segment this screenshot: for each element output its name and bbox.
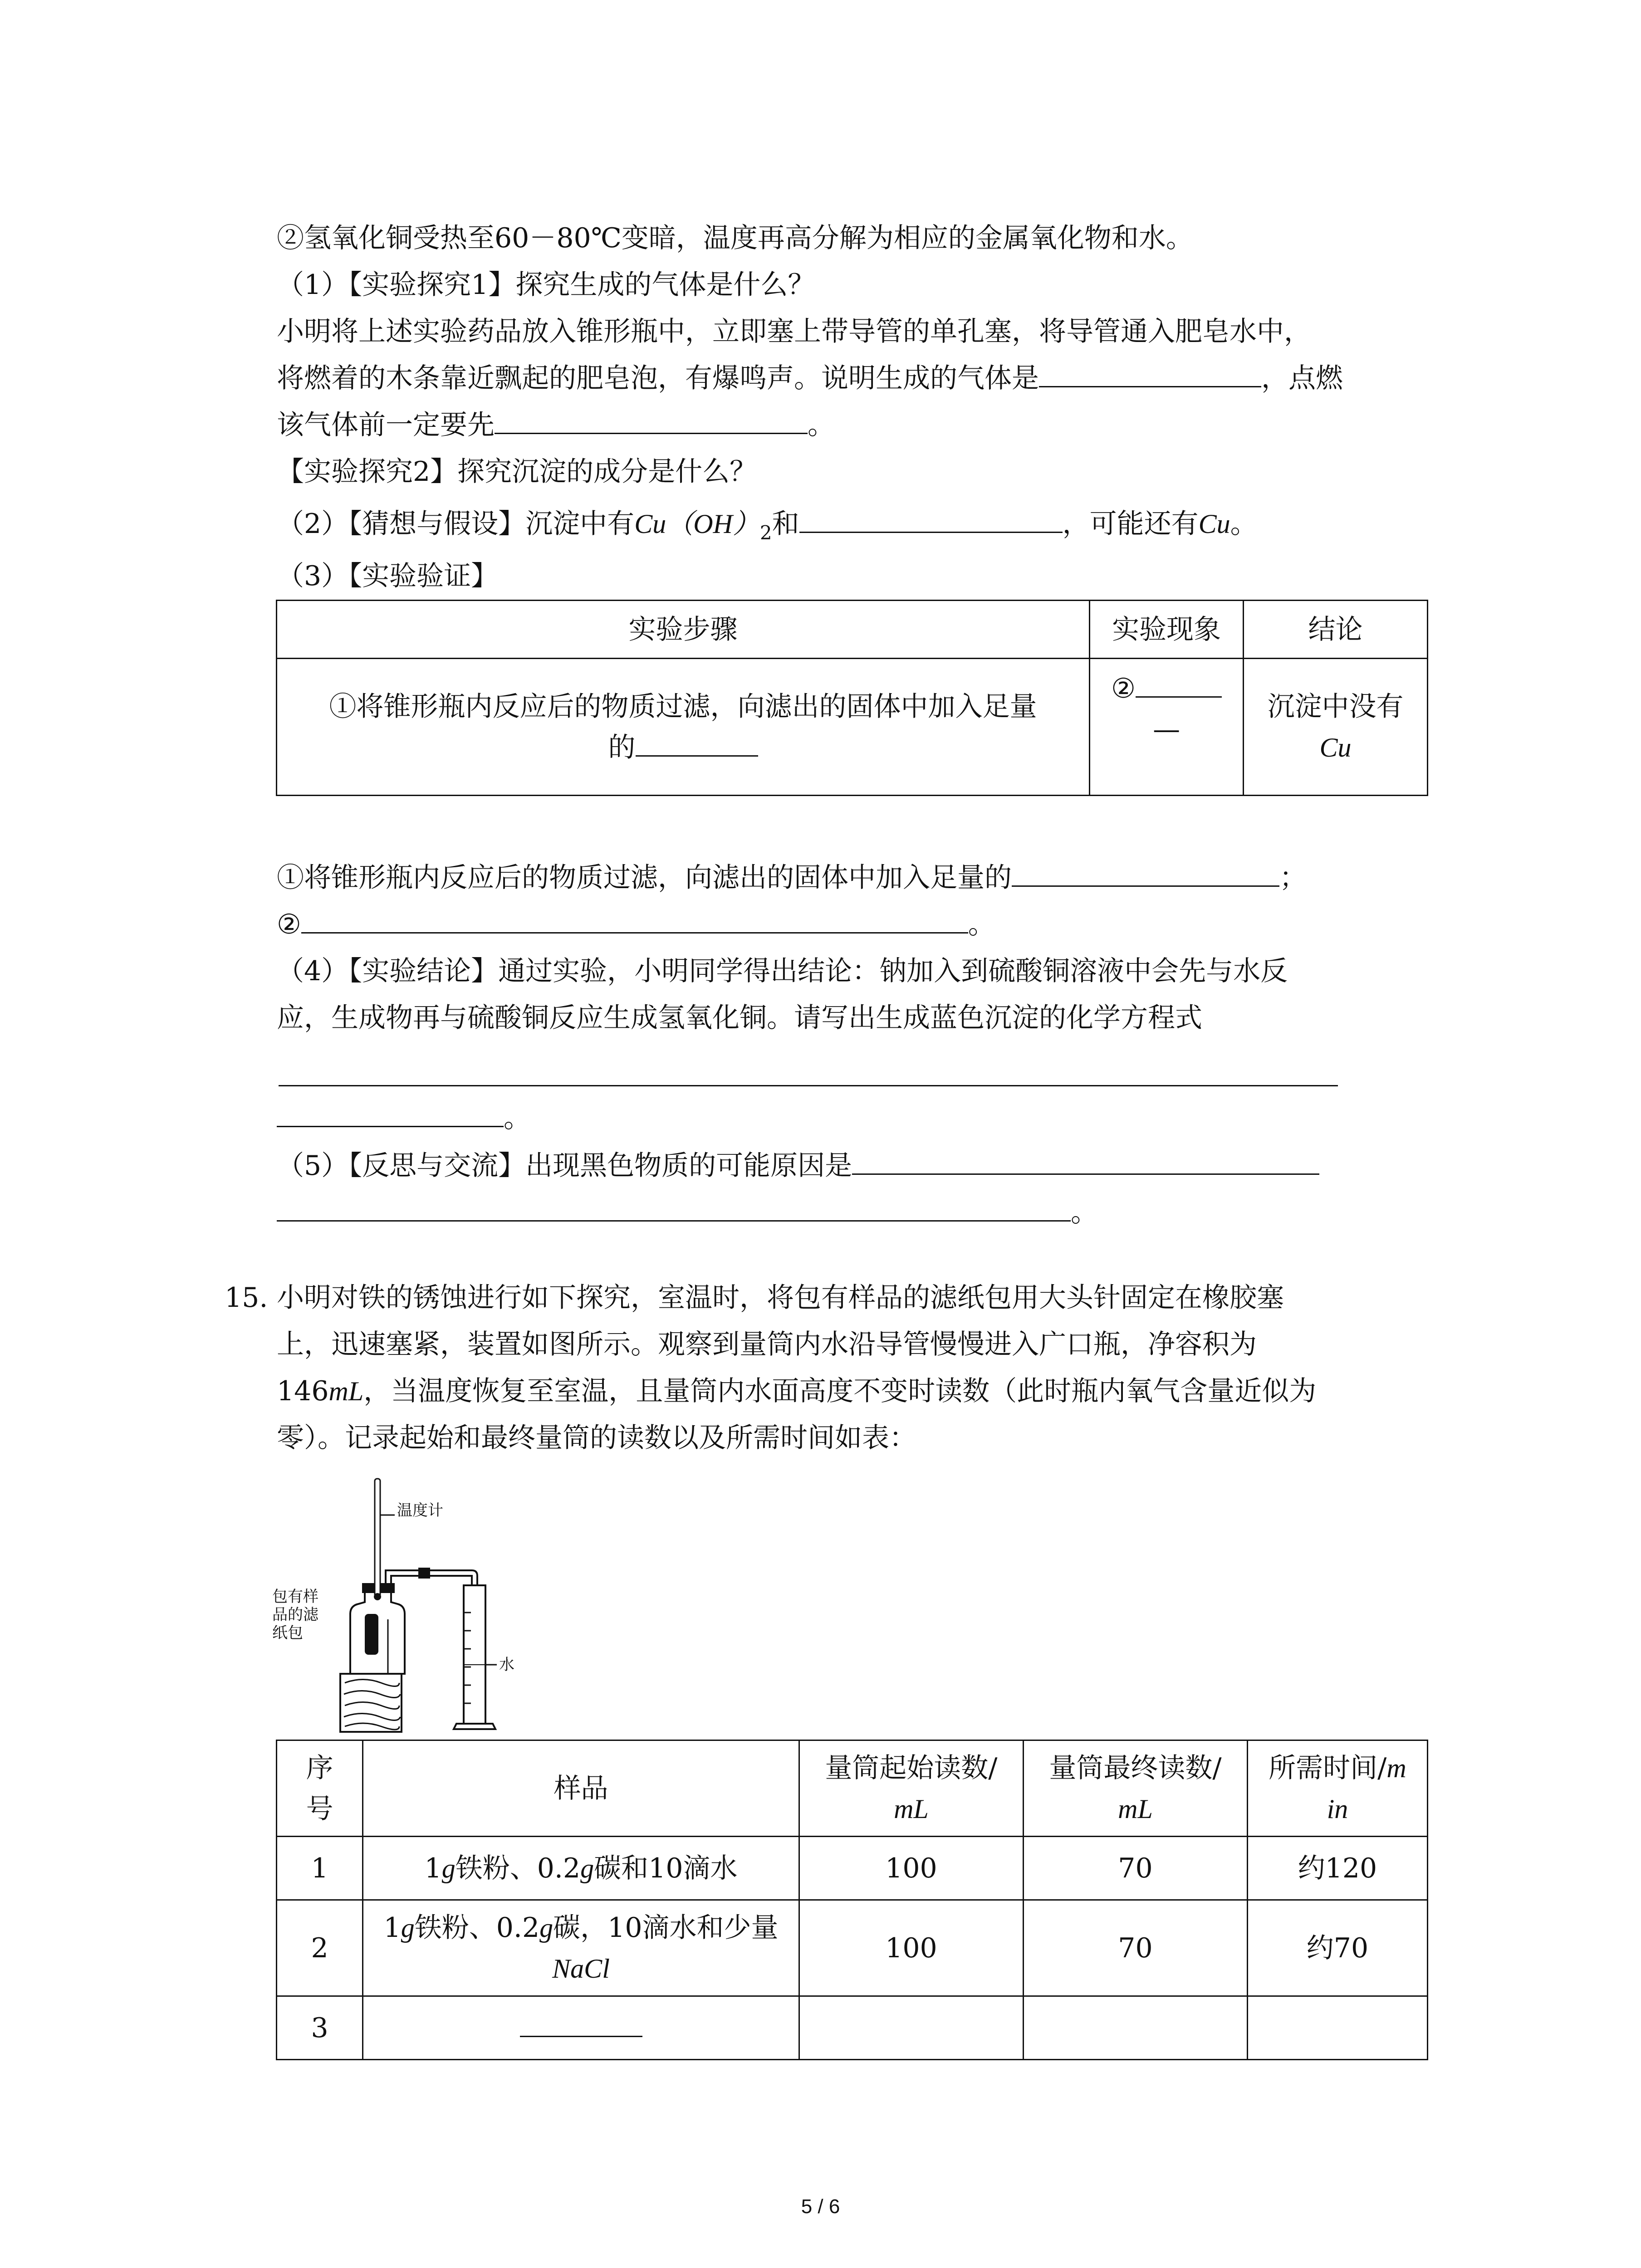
header-seq-line2: 号	[306, 1793, 333, 1825]
q1-line3-end: 。	[808, 409, 835, 441]
bag-label-line1: 包有样	[272, 1588, 318, 1606]
answer-line1-semi: ；	[1279, 862, 1307, 894]
header-final-line1: 量筒最终读数/	[1049, 1752, 1222, 1784]
cell-final-reading: 70	[1024, 1837, 1248, 1900]
header-conclusion: 结论	[1244, 601, 1428, 659]
answer-line2	[277, 904, 995, 945]
cell-seq: 2	[277, 1900, 363, 1996]
q1-line1: 小明将上述实验药品放入锥形瓶中，立即塞上带导管的单孔塞，将导管通入肥皂水中，	[277, 316, 1311, 347]
q5-end: 。	[1071, 1197, 1098, 1228]
q4-end: 。	[504, 1102, 531, 1134]
answer-line1-text: ①将锥形瓶内反应后的物质过滤，向滤出的固体中加入足量的	[277, 862, 1012, 894]
answer-blank-equation-2[interactable]	[277, 1098, 504, 1127]
q15-line3	[277, 1371, 1316, 1412]
q15-line3-text: ，当温度恢复至室温，且量筒内水面高度不变时读数（此时瓶内氧气含量近似为	[363, 1375, 1317, 1407]
q1-line2	[277, 358, 1343, 399]
step-line2	[284, 727, 1083, 768]
header-time-line1	[1254, 1748, 1421, 1789]
phenomenon-line1	[1097, 668, 1236, 709]
header-step: 实验步骤	[277, 601, 1090, 659]
header-time	[1247, 1740, 1427, 1837]
cell-time: 约70	[1247, 1900, 1427, 1996]
table-row	[277, 1996, 1428, 2060]
q2-formula-sub: 2	[759, 522, 772, 544]
header-sample: 样品	[363, 1740, 799, 1837]
cell-start-reading: 100	[799, 1900, 1023, 1996]
apparatus-figure	[272, 1470, 526, 1742]
q4-line3	[277, 1098, 531, 1139]
header-seq-line1: 序	[306, 1752, 333, 1784]
q1-line2-text: 将燃着的木条靠近飘起的肥皂泡，有爆鸣声。说明生成的气体是	[277, 362, 1039, 394]
water-label: 水	[499, 1656, 514, 1674]
table-row	[277, 1900, 1428, 1996]
intro-line: ②氢氧化铜受热至60－80℃变暗，温度再高分解为相应的金属氧化物和水。	[277, 222, 1193, 254]
q4-line1: （4）【实验结论】通过实验，小明同学得出结论：钠加入到硫酸铜溶液中会先与水反	[277, 955, 1288, 987]
cell-time: 约120	[1247, 1837, 1427, 1900]
cell-seq: 1	[277, 1837, 363, 1900]
conclusion-line1: 沉淀中没有	[1267, 690, 1404, 723]
header-phenomenon: 实验现象	[1090, 601, 1244, 659]
header-start-line1: 量筒起始读数/	[825, 1752, 998, 1784]
q15-line4: 零）。记录起始和最终量筒的读数以及所需时间如表：	[277, 1422, 916, 1454]
cell-sample	[363, 1996, 799, 2060]
q5-line1	[277, 1145, 1319, 1186]
cell-step	[277, 659, 1090, 796]
rust-table	[276, 1740, 1428, 2060]
step-line1: ①将锥形瓶内反应后的物质过滤，向滤出的固体中加入足量	[329, 690, 1037, 723]
q2-tail: ，可能还有	[1062, 508, 1199, 540]
q2-formula-cu: Cu	[634, 509, 666, 539]
thermometer-label: 温度计	[397, 1501, 443, 1520]
wooden-block	[340, 1674, 402, 1732]
cell-sample: 1g铁粉、0.2g碳和10滴水	[363, 1837, 799, 1900]
header-time-unit-a: m	[1386, 1753, 1406, 1783]
q15-line2: 上，迅速塞紧，装置如图所示。观察到量筒内水沿导管慢慢进入广口瓶，净容积为	[277, 1329, 1257, 1360]
answer-blank-phenomenon-2[interactable]	[301, 904, 968, 934]
q2-cu: Cu	[1198, 509, 1230, 539]
answer-blank-precipitate[interactable]	[799, 503, 1063, 533]
answer-blank-reason-1[interactable]	[852, 1145, 1319, 1175]
q1-line3	[277, 405, 835, 445]
q15-number: 15.	[225, 1282, 268, 1314]
phenomenon-line2: —	[1153, 714, 1181, 745]
answer-blank-reagent-2[interactable]	[1012, 857, 1279, 887]
header-time-text: 所需时间/	[1269, 1752, 1387, 1784]
q5-text: （5）【反思与交流】出现黑色物质的可能原因是	[277, 1150, 852, 1182]
q15-volume: 146	[277, 1375, 329, 1407]
answer-blank-phenomenon[interactable]	[1136, 668, 1222, 698]
table-row	[277, 659, 1428, 796]
q2-end: 。	[1230, 508, 1258, 540]
answer-blank-reason-2[interactable]	[277, 1192, 1071, 1222]
answer-line1	[277, 857, 1307, 898]
bag-label	[272, 1588, 318, 1642]
q2-formula-oh: （OH）	[666, 509, 760, 539]
header-final-reading	[1024, 1740, 1248, 1837]
q5-line2	[277, 1192, 1098, 1233]
q1-heading: （1）【实验探究1】探究生成的气体是什么？	[277, 269, 815, 301]
answer-blank-before-ignite[interactable]	[495, 405, 808, 434]
cell-seq: 3	[277, 1996, 363, 2060]
cell-start-reading: 100	[799, 1837, 1023, 1900]
table-row	[277, 1837, 1428, 1900]
page-number: 5 / 6	[801, 2195, 840, 2218]
verification-table	[276, 600, 1428, 796]
header-time-unit-b: in	[1327, 1794, 1348, 1824]
step-line2-text: 的	[608, 731, 636, 763]
conclusion-line2: Cu	[1319, 732, 1352, 763]
cell-start-reading	[799, 1996, 1023, 2060]
probe2-heading: 【实验探究2】探究沉淀的成分是什么？	[277, 456, 757, 488]
q15-volume-unit: mL	[328, 1376, 364, 1406]
cell-conclusion	[1244, 659, 1428, 796]
filter-paper-bag	[365, 1614, 378, 1655]
measuring-cylinder	[454, 1585, 497, 1729]
header-seq	[277, 1740, 363, 1837]
cell-sample-nacl: NaCl	[552, 1953, 610, 1984]
cell-phenomenon	[1090, 659, 1244, 796]
q1-line3-text: 该气体前一定要先	[277, 409, 495, 441]
answer-line2-mark: ②	[277, 909, 301, 940]
cell-sample: 1g铁粉、0.2g碳，10滴水和少量 NaCl	[363, 1900, 799, 1996]
answer-blank-gas[interactable]	[1039, 358, 1261, 387]
header-final-unit: mL	[1118, 1794, 1153, 1824]
answer-line2-end: 。	[968, 909, 995, 940]
phenomenon-mark: ②	[1111, 673, 1136, 704]
q2-line	[277, 503, 1258, 553]
answer-blank-equation-1[interactable]	[279, 1085, 1338, 1086]
cell-final-reading	[1024, 1996, 1248, 2060]
q4-line2: 应，生成物再与硫酸铜反应生成氢氧化铜。请写出生成蓝色沉淀的化学方程式	[277, 1002, 1202, 1034]
bag-label-line2: 品的滤	[272, 1606, 318, 1624]
q1-line2-tail: ，点燃	[1261, 362, 1343, 394]
cell-final-reading: 70	[1024, 1900, 1248, 1996]
cell-time	[1247, 1996, 1427, 2060]
header-start-reading	[799, 1740, 1023, 1837]
answer-blank-sample[interactable]	[520, 2018, 642, 2037]
header-start-unit: mL	[894, 1794, 929, 1824]
q3-heading: （3）【实验验证】	[277, 560, 499, 592]
bag-label-line3: 纸包	[272, 1624, 303, 1642]
answer-blank-reagent[interactable]	[636, 727, 758, 757]
q2-and: 和	[772, 508, 799, 540]
q2-text: （2）【猜想与假设】沉淀中有	[277, 508, 635, 540]
table-header-row	[277, 601, 1428, 659]
q15-line1: 小明对铁的锈蚀进行如下探究，室温时，将包有样品的滤纸包用大头针固定在橡胶塞	[277, 1282, 1284, 1314]
table-header-row	[277, 1740, 1428, 1837]
